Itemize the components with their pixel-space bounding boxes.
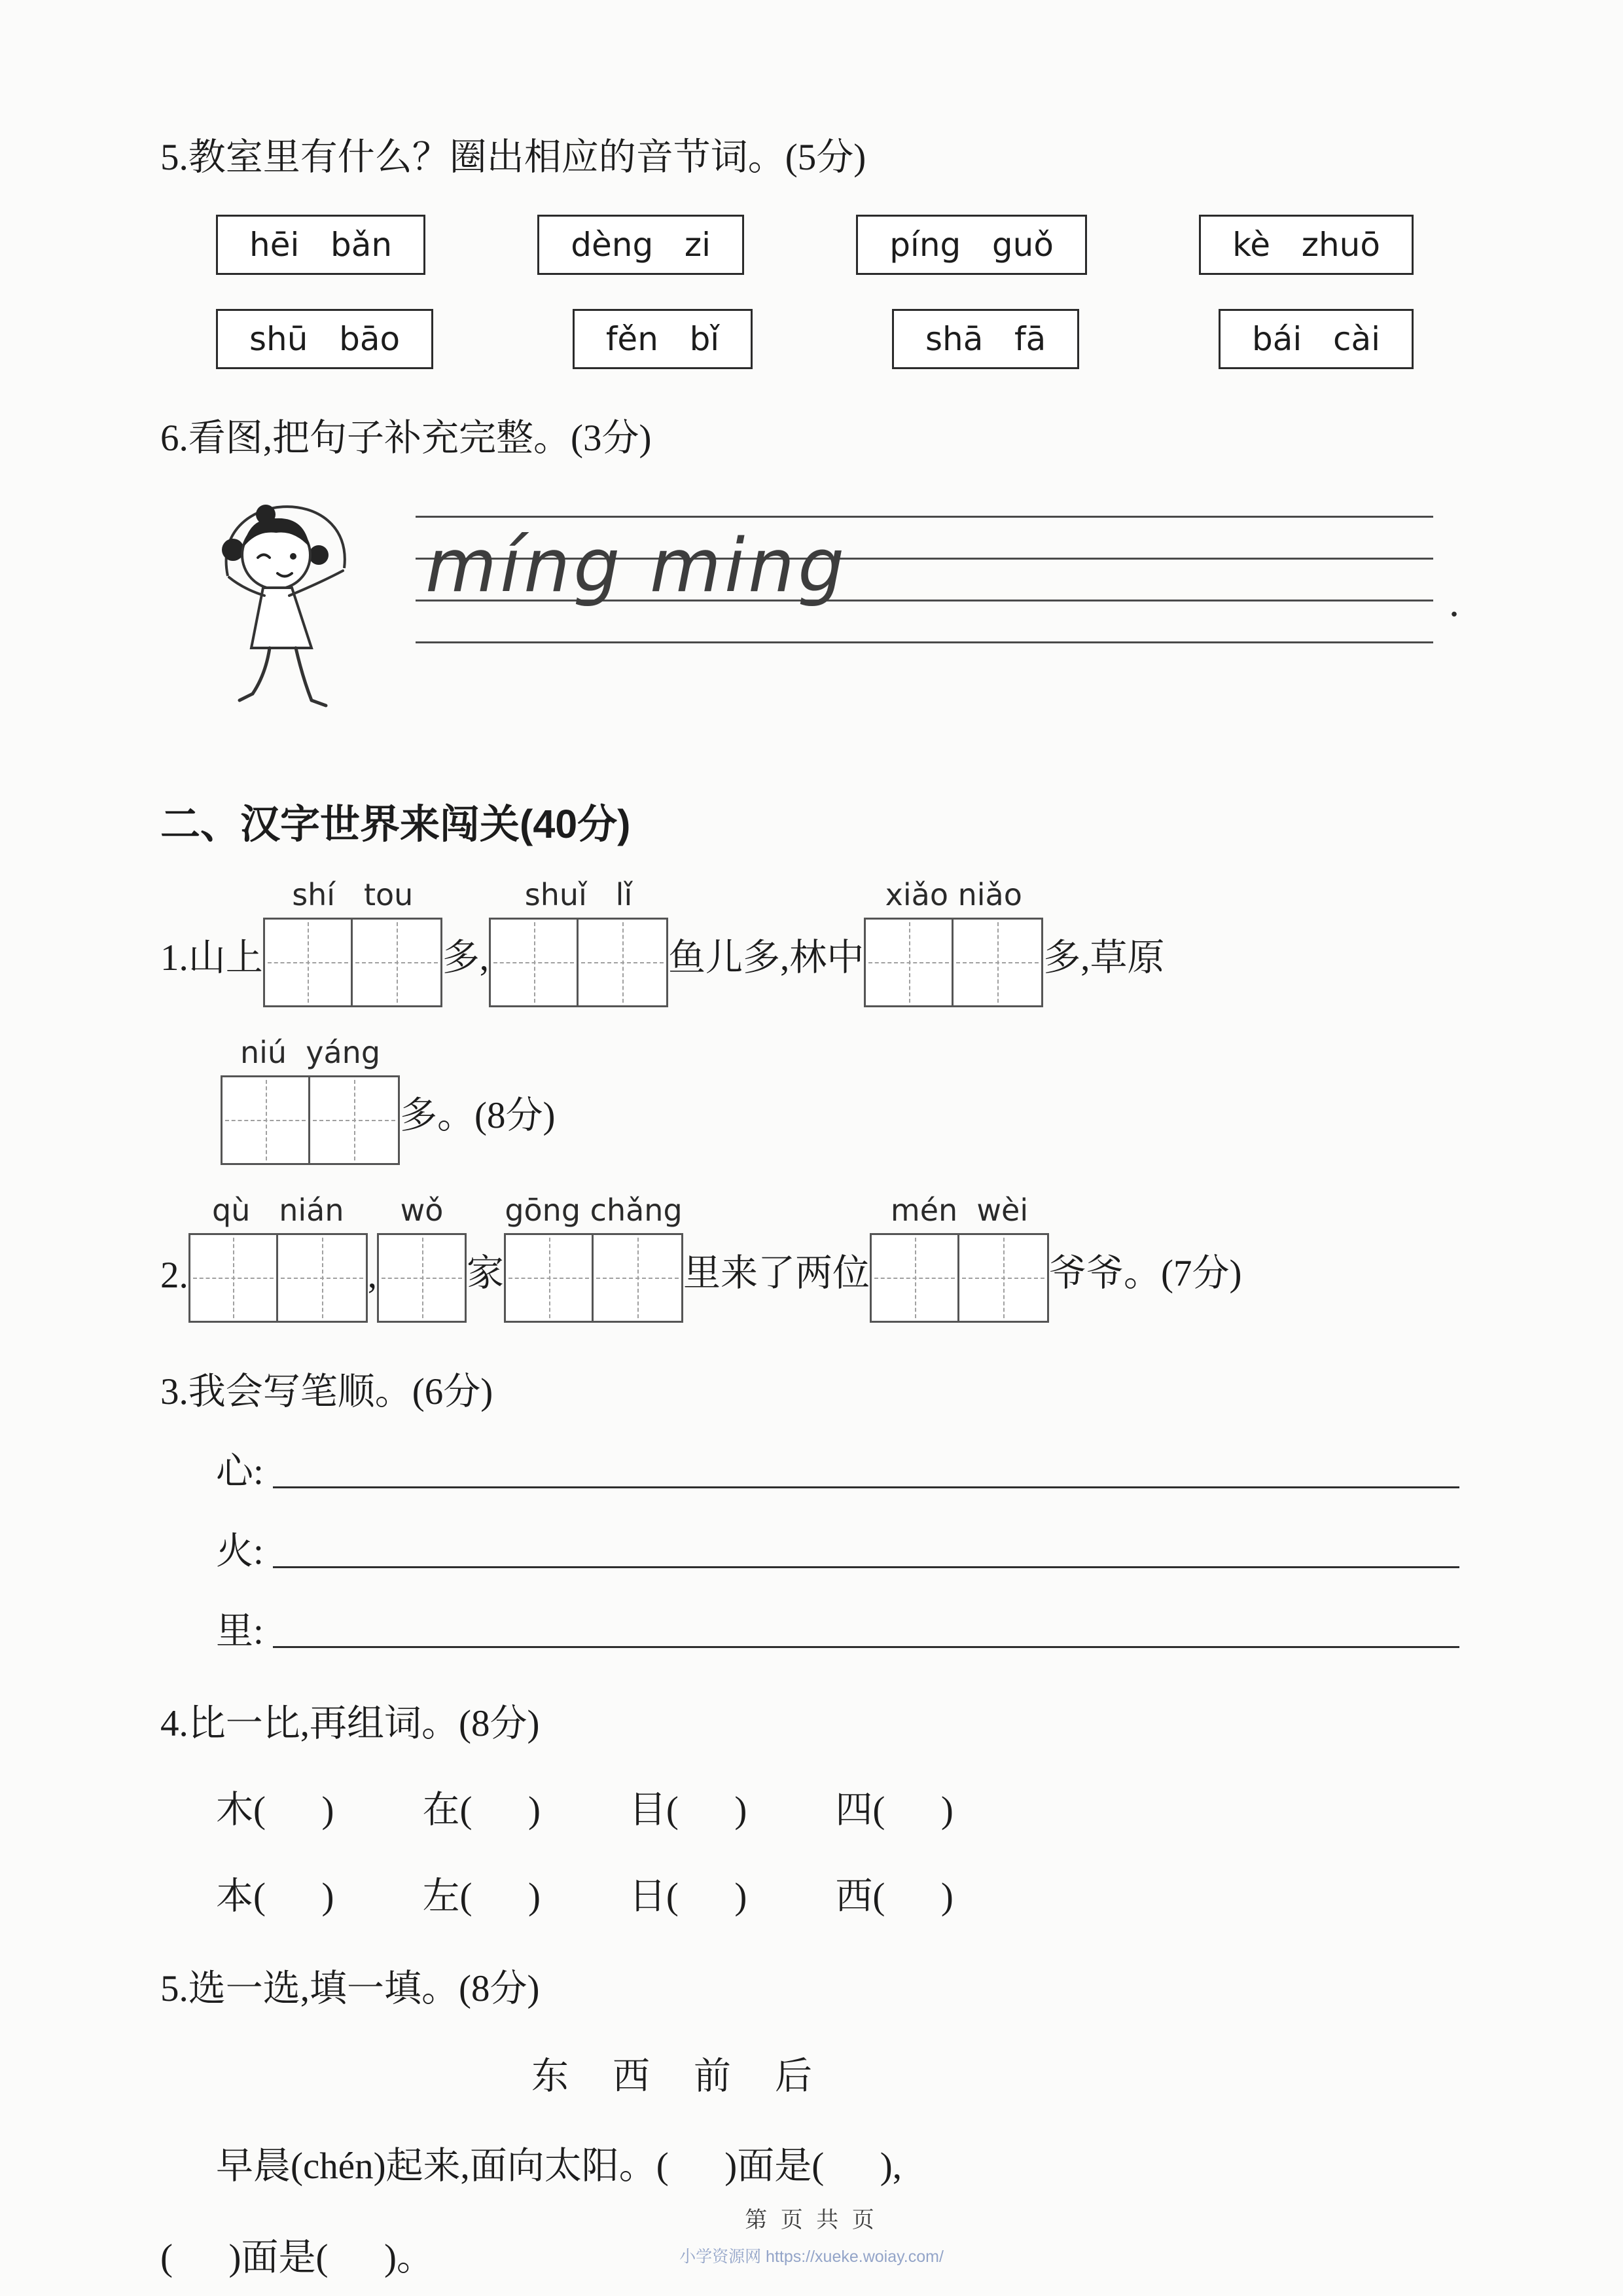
q5-word-row-2 (216, 309, 1414, 369)
pinyin-label: qù nián (212, 1192, 344, 1228)
compare-item: 西( ) (835, 1876, 954, 1917)
guide-line (416, 516, 1433, 518)
compare-item: 左( ) (422, 1876, 541, 1917)
s2q1-text-2: 多, (442, 937, 489, 978)
site-watermark: 小学资源网 https://xueke.woiay.com/ (679, 2248, 944, 2266)
q6-figure-row (160, 476, 1459, 742)
s2q1-text-3: 鱼儿多,林中 (668, 937, 865, 978)
pinyin-label: wǒ (400, 1192, 444, 1228)
compare-item: 目( ) (628, 1789, 747, 1831)
q5-title: 5.教室里有什么？圈出相应的音节词。(5分) (160, 137, 866, 178)
writing-grid (188, 1233, 368, 1323)
s2q5-sentence-1: 早晨(chén)起来,面向太阳。( )面是( ), (216, 2145, 902, 2187)
compare-item: 在( ) (422, 1789, 541, 1831)
writing-grid (864, 918, 1043, 1007)
tian-cell (278, 1233, 368, 1323)
q5-word-row-1 (216, 215, 1414, 275)
stroke-order-row-li (216, 1601, 1459, 1655)
answer-blank-line (273, 1566, 1459, 1568)
pinyin-word-box-dengzi: dèng zi (537, 215, 744, 275)
s2q1-line2 (221, 1035, 1459, 1165)
writing-grid (504, 1233, 683, 1323)
s2q2-comma: , (367, 1254, 377, 1296)
s2q3-title: 3.我会写笔顺。(6分) (160, 1371, 493, 1412)
pinyin-label: shí tou (292, 876, 414, 912)
girl-jumping-rope-illustration (183, 476, 380, 742)
s2q2-text-1: 家 (467, 1252, 504, 1294)
s2q5-options: 东 西 前 后 (531, 2056, 813, 2098)
stroke-order-row-huo (216, 1521, 1459, 1575)
pinyin-word-box-pingguo: píng guǒ (856, 215, 1087, 275)
s2q5-title: 5.选一选,填一填。(8分) (160, 1968, 540, 2009)
writing-grid-unit-wo (377, 1193, 467, 1323)
character-label: 火: (216, 1530, 264, 1572)
writing-grid-unit-shuili (489, 877, 668, 1007)
tian-cell (353, 918, 442, 1007)
pinyin-word-box-kezhuo: kè zhuō (1199, 215, 1414, 275)
pinyin-word-box-shafa: shā fā (892, 309, 1079, 369)
pinyin-label: niú yáng (240, 1034, 381, 1070)
tian-cell (263, 918, 353, 1007)
writing-grid-unit-niuyang (221, 1035, 400, 1165)
s2q2-number: 2. (160, 1254, 188, 1296)
writing-grid-unit-menwei (870, 1193, 1049, 1323)
tian-cell (377, 1233, 467, 1323)
s2q1-text-4: 多,草原 (1043, 937, 1165, 978)
s2q1-text-1: 1.山上 (160, 937, 263, 978)
stroke-order-row-xin (216, 1441, 1459, 1495)
writing-grid-unit-gongchang (504, 1193, 683, 1323)
handwriting-guide-lines (416, 516, 1459, 656)
s2q2-text-2: 里来了两位 (683, 1252, 870, 1294)
writing-grid-unit-qunian (188, 1193, 368, 1323)
writing-grid (870, 1233, 1049, 1323)
compare-item: 本( ) (216, 1876, 334, 1917)
s2q2-text-3: 爷爷。(7分) (1049, 1252, 1242, 1294)
q6-title: 6.看图,把句子补充完整。(3分) (160, 418, 652, 459)
writing-grid (221, 1075, 400, 1165)
handwritten-pinyin: míng ming (425, 523, 848, 609)
pinyin-label: xiǎo niǎo (885, 876, 1022, 912)
tian-cell (188, 1233, 278, 1323)
page-number-footer: 第 页 共 页 (745, 2208, 878, 2233)
sentence-period: . (1449, 578, 1459, 625)
tian-cell (959, 1233, 1049, 1323)
tian-cell (864, 918, 954, 1007)
girl-drawing (183, 476, 380, 738)
pinyin-word-box-shubao: shū bāo (216, 309, 433, 369)
s2q2-line (160, 1193, 1459, 1323)
pinyin-word-box-fenbi: fěn bǐ (573, 309, 753, 369)
compare-item: 四( ) (835, 1789, 954, 1831)
tian-cell (954, 918, 1043, 1007)
tian-cell (594, 1233, 683, 1323)
compare-item: 木( ) (216, 1789, 334, 1831)
writing-grid (489, 918, 668, 1007)
tian-cell (579, 918, 668, 1007)
s2q1-line1 (160, 877, 1459, 1007)
pinyin-word-box-baicai: bái cài (1219, 309, 1414, 369)
s2q4-row-2 (216, 1866, 1459, 1920)
pinyin-word-box-heiban: hēi bǎn (216, 215, 425, 275)
pinyin-label: shuǐ lǐ (524, 876, 633, 912)
guide-line (416, 641, 1433, 643)
answer-blank-line (273, 1486, 1459, 1488)
tian-cell (310, 1075, 400, 1165)
writing-grid-unit-xiaoniao (864, 877, 1043, 1007)
tian-cell (489, 918, 579, 1007)
pinyin-label: gōng chǎng (505, 1192, 683, 1228)
section2-title: 二、汉字世界来闯关(40分) (160, 801, 631, 846)
writing-grid (263, 918, 442, 1007)
answer-blank-line (273, 1646, 1459, 1648)
s2q4-row-1 (216, 1780, 1459, 1833)
writing-grid-unit-shitou (263, 877, 442, 1007)
s2q1-text-5: 多。(8分) (400, 1094, 556, 1136)
s2q5-sentence-2: ( )面是( )。 (160, 2237, 434, 2279)
tian-cell (504, 1233, 594, 1323)
character-label: 心: (216, 1450, 264, 1492)
character-label: 里: (216, 1610, 264, 1652)
tian-cell (870, 1233, 959, 1323)
s2q4-title: 4.比一比,再组词。(8分) (160, 1702, 540, 1744)
writing-grid (377, 1233, 467, 1323)
compare-item: 日( ) (628, 1876, 747, 1917)
pinyin-label: mén wèi (890, 1192, 1029, 1228)
tian-cell (221, 1075, 310, 1165)
